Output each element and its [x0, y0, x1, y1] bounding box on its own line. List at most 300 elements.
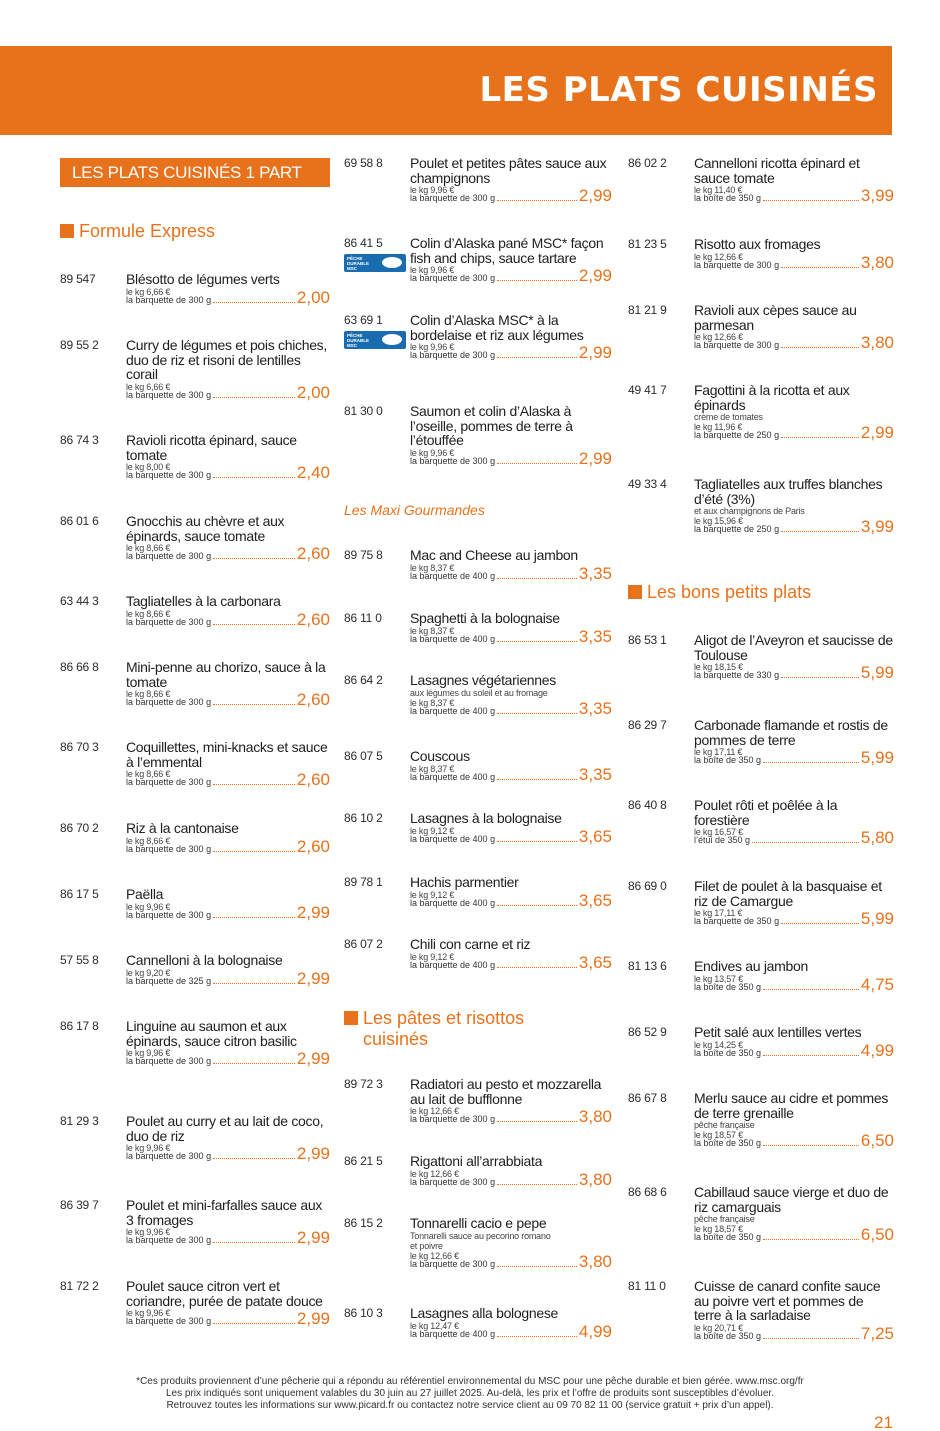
section-square-icon	[344, 1011, 358, 1025]
unit-price: le kg 12,66 €	[694, 251, 743, 262]
unit-price: le kg 12,66 €	[410, 1250, 459, 1261]
unit-price: le kg 9,96 €	[410, 185, 455, 195]
price-line	[410, 1322, 612, 1342]
price: 2,60	[296, 544, 330, 563]
section-heading	[344, 1008, 524, 1050]
unit-price: le kg 8,37 €	[410, 562, 455, 573]
unit-price: le kg 15,96 €	[694, 516, 743, 526]
product-name: Curry de légumes et pois chiches, duo de riz et risoni de lentilles corail	[126, 337, 327, 382]
product-name: Coquillettes, mini-knacks et sauce à l’emmental	[126, 739, 328, 770]
product-name: Carbonade flamande et rostis de pommes de terre	[694, 717, 888, 748]
product-code: 86 67 8	[628, 1091, 667, 1105]
product-name: Petit salé aux lentilles vertes	[694, 1024, 862, 1040]
part-title: LES PLATS CUISINÉS 1 PART	[72, 163, 302, 182]
price-line	[694, 828, 894, 848]
msc-label-text	[347, 333, 369, 348]
price-line	[410, 1107, 612, 1127]
product-name: Tagliatelles à la carbonara	[126, 593, 281, 609]
product-note: pêche française	[694, 1214, 755, 1224]
price-line	[694, 253, 894, 273]
msc-label-word: DURABLE	[347, 338, 369, 343]
product-name: Cannelloni ricotta épinard et sauce tomate	[694, 155, 860, 186]
price-leader-dots	[497, 573, 577, 579]
product-name: Ravioli aux cèpes sauce au parmesan	[694, 302, 857, 333]
product-code: 86 68 6	[628, 1185, 667, 1199]
unit-price: le kg 9,96 €	[126, 901, 171, 912]
price-line	[126, 1309, 330, 1329]
msc-label-icon	[344, 331, 406, 349]
price-leader-dots	[213, 472, 295, 478]
price-line	[410, 1170, 612, 1190]
price: 2,99	[578, 343, 612, 362]
product-name: Poulet et mini-farfalles sauce aux 3 fromages	[126, 1197, 323, 1228]
pack-size: la barquette de 300 g	[126, 697, 212, 707]
price-line	[126, 544, 330, 564]
section-square-icon	[60, 224, 74, 238]
product-name: Filet de poulet à la basquaise et riz de Camargue	[694, 878, 882, 909]
product-name: Lasagnes alla bolognese	[410, 1305, 559, 1321]
product-code: 86 17 8	[60, 1019, 99, 1033]
product-name: Spaghetti à la bolognaise	[410, 610, 560, 626]
pack-size: la barquette de 300 g	[410, 455, 496, 466]
pack-size: la barquette de 400 g	[410, 771, 496, 782]
price: 3,80	[860, 252, 894, 272]
product-code: 86 15 2	[344, 1216, 383, 1230]
price-line	[694, 663, 894, 683]
pack-size: la barquette de 300 g	[694, 340, 780, 350]
page-title: LES PLATS CUISINÉS	[479, 70, 878, 110]
pack-size: la barquette de 250 g	[694, 524, 780, 534]
msc-label-word: PÊCHE	[347, 256, 363, 261]
price-leader-dots	[763, 195, 859, 201]
price: 2,60	[296, 770, 330, 789]
product-note: Tonnarelli sauce au pecorino romano	[410, 1230, 551, 1241]
price-line	[126, 903, 330, 923]
unit-price: le kg 11,96 €	[694, 422, 743, 432]
msc-label-word: MSC	[347, 343, 357, 348]
price-line	[410, 564, 612, 584]
price-line	[126, 1144, 330, 1164]
pack-size: la barquette de 400 g	[410, 1328, 496, 1339]
unit-price: le kg 12,66 €	[694, 332, 743, 342]
subsection-heading: Les Maxi Gourmandes	[344, 502, 485, 518]
price-leader-dots	[213, 1058, 295, 1064]
price-leader-dots	[781, 342, 859, 348]
unit-price: le kg 8,66 €	[126, 769, 171, 779]
unit-price: le kg 12,66 €	[410, 1168, 459, 1179]
msc-label-word: MSC	[347, 266, 357, 271]
price-line	[694, 333, 894, 353]
unit-price: le kg 20,71 €	[694, 1322, 743, 1333]
product-code: 86 64 2	[344, 673, 383, 687]
unit-price: le kg 12,66 €	[410, 1106, 459, 1116]
product-name: Gnocchis au chèvre et aux épinards, sauce tomate	[126, 513, 285, 544]
unit-price: le kg 8,37 €	[410, 625, 455, 636]
price: 2,99	[296, 1309, 330, 1328]
price-line	[694, 1225, 894, 1245]
price-line	[410, 343, 612, 363]
pack-size: la barquette de 250 g	[694, 430, 780, 440]
product-code: 86 52 9	[628, 1025, 667, 1039]
price-leader-dots	[763, 1050, 859, 1056]
unit-price: le kg 13,57 €	[694, 973, 743, 984]
footnote-contact: Retrouvez toutes les informations sur www.picard.fr ou contactez notre service client au 09 70 82 11 00 (service gratuit + prix d’un appel).	[166, 1400, 774, 1411]
product-name: Radiatori au pesto et mozzarella au lait de bufflonne	[410, 1076, 602, 1107]
price-line	[410, 627, 612, 647]
price-line	[410, 953, 612, 973]
price-line	[694, 1131, 894, 1151]
price-leader-dots	[497, 195, 577, 201]
price-leader-dots	[213, 1318, 295, 1324]
product-note: et poivre	[410, 1240, 443, 1251]
price: 3,80	[578, 1169, 612, 1189]
product-name: Linguine au saumon et aux épinards, sauce citron basilic	[126, 1018, 297, 1049]
product-name: Mini-penne au chorizo, sauce à la tomate	[126, 659, 326, 690]
pack-size: la barquette de 300 g	[410, 273, 496, 283]
price: 2,99	[296, 1049, 330, 1068]
product-name: Poulet sauce citron vert et coriandre, purée de patate douce	[126, 1278, 323, 1309]
product-code: 86 39 7	[60, 1198, 99, 1212]
price-line	[126, 288, 330, 308]
pack-size: la barquette de 300 g	[126, 389, 212, 400]
product-name: Chili con carne et riz	[410, 936, 531, 952]
unit-price: le kg 18,57 €	[694, 1224, 743, 1234]
unit-price: le kg 9,96 €	[410, 447, 455, 458]
pack-size: la barquette de 400 g	[410, 959, 496, 970]
price: 2,99	[860, 423, 894, 442]
product-code: 57 55 8	[60, 953, 99, 967]
price-leader-dots	[497, 962, 577, 968]
price: 5,99	[860, 748, 894, 767]
product-name: Fagottini à la ricotta et aux épinards	[694, 382, 850, 413]
price-line	[126, 610, 330, 630]
price-leader-dots	[781, 432, 859, 438]
unit-price: le kg 16,57 €	[694, 827, 743, 837]
product-code: 49 41 7	[628, 383, 667, 397]
product-code: 81 29 3	[60, 1114, 99, 1128]
section-heading-label: Les pâtes et risottos	[363, 1008, 525, 1028]
product-name: Paëlla	[126, 886, 164, 902]
price: 3,80	[578, 1107, 612, 1126]
price: 6,50	[860, 1131, 894, 1150]
pack-size: la barquette de 300 g	[126, 909, 212, 920]
product-code: 86 07 5	[344, 749, 383, 763]
product-code: 81 13 6	[628, 959, 667, 973]
product-code: 49 33 4	[628, 477, 667, 491]
product-name: Colin d’Alaska MSC* à la bordelaise et riz aux légumes	[410, 312, 584, 343]
unit-price: le kg 14,25 €	[694, 1039, 743, 1050]
pack-size: la barquette de 300 g	[126, 294, 212, 305]
pack-size: la barquette de 400 g	[410, 705, 496, 716]
price: 2,00	[296, 382, 330, 402]
product-code: 63 69 1	[344, 313, 383, 327]
price-leader-dots	[213, 912, 295, 918]
price-line	[410, 449, 612, 469]
price-leader-dots	[497, 1116, 577, 1122]
pack-size: la barquette de 300 g	[410, 1176, 496, 1187]
product-code: 89 72 3	[344, 1077, 383, 1091]
price: 2,99	[578, 186, 612, 205]
product-code: 63 44 3	[60, 594, 99, 608]
price-leader-dots	[763, 1333, 859, 1339]
msc-label-icon	[344, 254, 406, 272]
unit-price: le kg 9,12 €	[410, 825, 455, 836]
product-code: 86 02 2	[628, 156, 667, 170]
price: 3,35	[578, 764, 612, 784]
product-name: Cabillaud sauce vierge et duo de riz camarguais	[694, 1184, 889, 1215]
product-name: Aligot de l’Aveyron et saucisse de Toulouse	[694, 632, 893, 663]
price-line	[126, 770, 330, 790]
price-line	[410, 891, 612, 911]
product-code: 86 29 7	[628, 718, 667, 732]
msc-label-word: DURABLE	[347, 261, 369, 266]
price-leader-dots	[497, 352, 577, 358]
price-line	[694, 423, 894, 443]
product-name: Mac and Cheese au jambon	[410, 547, 578, 563]
product-name: Saumon et colin d’Alaska à l’oseille, pommes de terre à l’étouffée	[410, 403, 573, 448]
price: 2,60	[296, 609, 330, 629]
price-leader-dots	[497, 458, 577, 464]
unit-price: le kg 8,66 €	[126, 608, 171, 619]
price: 6,50	[860, 1225, 894, 1244]
pack-size: la boîte de 350 g	[694, 981, 762, 992]
unit-price: le kg 8,00 €	[126, 462, 171, 472]
pack-size: la boîte de 350 g	[694, 1047, 762, 1058]
product-note: pêche française	[694, 1120, 755, 1130]
msc-fish-icon	[382, 334, 402, 345]
pack-size: la barquette de 300 g	[694, 259, 780, 270]
product-code: 81 72 2	[60, 1279, 99, 1293]
price-line	[694, 909, 894, 929]
product-name: Poulet au curry et au lait de coco, duo de riz	[126, 1113, 324, 1144]
price-leader-dots	[213, 846, 295, 852]
product-name: Tagliatelles aux truffes blanches d’été (3%)	[694, 476, 883, 507]
product-name: Cuisse de canard confite sauce au poivre vert et pommes de terre à la sarladaise	[694, 1278, 881, 1323]
product-code: 81 11 0	[628, 1279, 666, 1293]
price: 2,99	[578, 448, 612, 468]
part-title-box	[60, 158, 330, 187]
price-line	[126, 837, 330, 857]
pack-size: la barquette de 300 g	[126, 1235, 212, 1245]
price: 3,65	[578, 826, 612, 846]
section-heading-label: Les bons petits plats	[647, 582, 812, 602]
unit-price: le kg 17,11 €	[694, 747, 743, 757]
footnote-validity: Les prix indiqués sont uniquement valables du 30 juin au 27 juillet 2025. Au-delà, les prix et l’offre de produits sont susceptibles d’évoluer.	[166, 1388, 774, 1399]
unit-price: le kg 11,40 €	[694, 185, 743, 195]
price: 5,99	[860, 909, 894, 928]
product-name: Blésotto de légumes verts	[126, 271, 280, 287]
pack-size: la barquette de 350 g	[694, 916, 780, 926]
product-code: 89 55 2	[60, 338, 99, 352]
unit-price: le kg 9,96 €	[410, 342, 455, 352]
product-code: 86 74 3	[60, 433, 99, 447]
unit-price: le kg 9,20 €	[126, 967, 171, 978]
price-line	[126, 969, 330, 989]
price-leader-dots	[781, 918, 859, 924]
pack-size: la boîte de 350 g	[694, 1330, 762, 1341]
product-code: 86 11 0	[344, 611, 382, 625]
unit-price: le kg 12,47 €	[410, 1320, 459, 1331]
price: 3,35	[578, 626, 612, 646]
price: 5,99	[860, 663, 894, 682]
msc-label-text	[347, 256, 369, 271]
price: 5,80	[860, 828, 894, 847]
section-heading	[628, 582, 811, 603]
price-line	[694, 186, 894, 206]
price-line	[410, 266, 612, 286]
product-name: Rigattoni all’arrabbiata	[410, 1153, 543, 1169]
product-code: 86 07 2	[344, 937, 383, 951]
price: 2,99	[296, 1144, 330, 1163]
pack-size: la barquette de 300 g	[126, 843, 212, 854]
price-leader-dots	[213, 392, 295, 398]
product-note: aux légumes du soleil et au fromage	[410, 687, 548, 698]
price-leader-dots	[497, 1261, 577, 1267]
msc-label-word: PÊCHE	[347, 333, 363, 338]
price-leader-dots	[213, 699, 295, 705]
price-leader-dots	[213, 619, 295, 625]
price-line	[410, 1252, 612, 1272]
product-code: 86 70 2	[60, 821, 99, 835]
product-code: 86 10 2	[344, 811, 383, 825]
product-code: 81 30 0	[344, 404, 383, 418]
price-leader-dots	[497, 708, 577, 714]
unit-price: le kg 18,57 €	[694, 1130, 743, 1140]
price: 4,99	[860, 1040, 894, 1060]
pack-size: la boîte de 350 g	[694, 1138, 762, 1148]
unit-price: le kg 9,12 €	[410, 951, 455, 962]
product-code: 69 58 8	[344, 156, 383, 170]
unit-price: le kg 18,15 €	[694, 662, 743, 672]
section-square-icon	[628, 585, 642, 599]
price: 3,80	[578, 1251, 612, 1271]
price-line	[694, 975, 894, 995]
price: 4,99	[578, 1321, 612, 1341]
price-leader-dots	[763, 1140, 859, 1146]
pack-size: la barquette de 300 g	[126, 777, 212, 787]
pack-size: la boîte de 350 g	[694, 193, 762, 203]
product-name: Tonnarelli cacio e pepe	[410, 1215, 547, 1231]
product-code: 86 53 1	[628, 633, 667, 647]
section-heading-label-line2: cuisinés	[363, 1029, 429, 1049]
product-code: 86 40 8	[628, 798, 667, 812]
product-name: Merlu sauce au cidre et pommes de terre grenaille	[694, 1090, 889, 1121]
price-leader-dots	[213, 553, 295, 559]
price-line	[694, 1324, 894, 1344]
product-name: Endives au jambon	[694, 958, 808, 974]
pack-size: la barquette de 400 g	[410, 570, 496, 581]
unit-price: le kg 9,12 €	[410, 889, 455, 900]
unit-price: le kg 9,96 €	[126, 1227, 171, 1237]
pack-size: la barquette de 300 g	[126, 616, 212, 627]
price: 2,60	[296, 836, 330, 856]
pack-size: la barquette de 300 g	[410, 1114, 496, 1124]
product-name: Couscous	[410, 748, 470, 764]
pack-size: la barquette de 330 g	[694, 670, 780, 680]
product-name: Cannelloni à la bolognaise	[126, 952, 283, 968]
product-code: 86 41 5	[344, 236, 383, 250]
price: 3,35	[578, 563, 612, 583]
price-leader-dots	[213, 1237, 295, 1243]
section-heading-label: Formule Express	[79, 221, 216, 241]
unit-price: le kg 17,11 €	[694, 908, 743, 918]
pack-size: l’étui de 350 g	[694, 835, 751, 845]
unit-price: le kg 9,96 €	[126, 1048, 171, 1058]
product-name: Hachis parmentier	[410, 874, 519, 890]
price: 3,99	[860, 186, 894, 205]
price: 3,65	[578, 952, 612, 972]
price-line	[126, 383, 330, 403]
price: 2,00	[296, 287, 330, 307]
page-number: 21	[874, 1413, 893, 1431]
price-leader-dots	[752, 837, 859, 843]
price-line	[410, 186, 612, 206]
price: 2,40	[296, 463, 330, 482]
price-leader-dots	[763, 757, 859, 763]
price-line	[410, 699, 612, 719]
page-banner	[0, 46, 892, 135]
price-leader-dots	[497, 1331, 577, 1337]
pack-size: la barquette de 300 g	[126, 1316, 212, 1326]
pack-size: la barquette de 300 g	[410, 350, 496, 360]
product-code: 86 21 5	[344, 1154, 383, 1168]
product-name: Ravioli ricotta épinard, sauce tomate	[126, 432, 297, 463]
product-name: Risotto aux fromages	[694, 236, 821, 252]
product-code: 81 21 9	[628, 303, 667, 317]
price: 3,99	[860, 517, 894, 536]
unit-price: le kg 8,66 €	[126, 689, 171, 699]
product-name: Poulet et petites pâtes sauce aux champignons	[410, 155, 607, 186]
price-leader-dots	[781, 262, 859, 268]
price: 2,99	[296, 902, 330, 922]
price-line	[126, 463, 330, 483]
price-leader-dots	[781, 672, 859, 678]
price-line	[410, 765, 612, 785]
product-name: Lasagnes à la bolognaise	[410, 810, 562, 826]
price-line	[126, 1228, 330, 1248]
product-name: Colin d’Alaska pané MSC* façon fish and chips, sauce tartare	[410, 235, 604, 266]
price-leader-dots	[213, 1153, 295, 1159]
price-leader-dots	[497, 836, 577, 842]
price-leader-dots	[497, 900, 577, 906]
product-code: 86 10 3	[344, 1306, 383, 1320]
unit-price: le kg 9,96 €	[126, 1143, 171, 1153]
price-leader-dots	[497, 1179, 577, 1185]
pack-size: la barquette de 325 g	[126, 975, 212, 986]
price-leader-dots	[213, 297, 295, 303]
product-code: 81 23 5	[628, 237, 667, 251]
msc-fish-icon	[382, 257, 402, 268]
price: 4,75	[860, 974, 894, 994]
unit-price: le kg 8,66 €	[126, 543, 171, 553]
price: 3,65	[578, 890, 612, 910]
product-code: 86 01 6	[60, 514, 99, 528]
pack-size: la barquette de 300 g	[410, 1258, 496, 1269]
pack-size: la boîte de 350 g	[694, 1232, 762, 1242]
price: 2,99	[578, 266, 612, 285]
pack-size: la barquette de 400 g	[410, 897, 496, 908]
product-name: Lasagnes végétariennes	[410, 672, 556, 688]
price: 2,60	[296, 690, 330, 709]
product-code: 86 17 5	[60, 887, 99, 901]
price: 2,99	[296, 968, 330, 988]
unit-price: le kg 8,37 €	[410, 697, 455, 708]
price: 7,25	[860, 1323, 894, 1343]
pack-size: la barquette de 300 g	[126, 551, 212, 561]
unit-price: le kg 9,96 €	[410, 265, 455, 275]
price-leader-dots	[213, 779, 295, 785]
unit-price: le kg 9,96 €	[126, 1308, 171, 1318]
